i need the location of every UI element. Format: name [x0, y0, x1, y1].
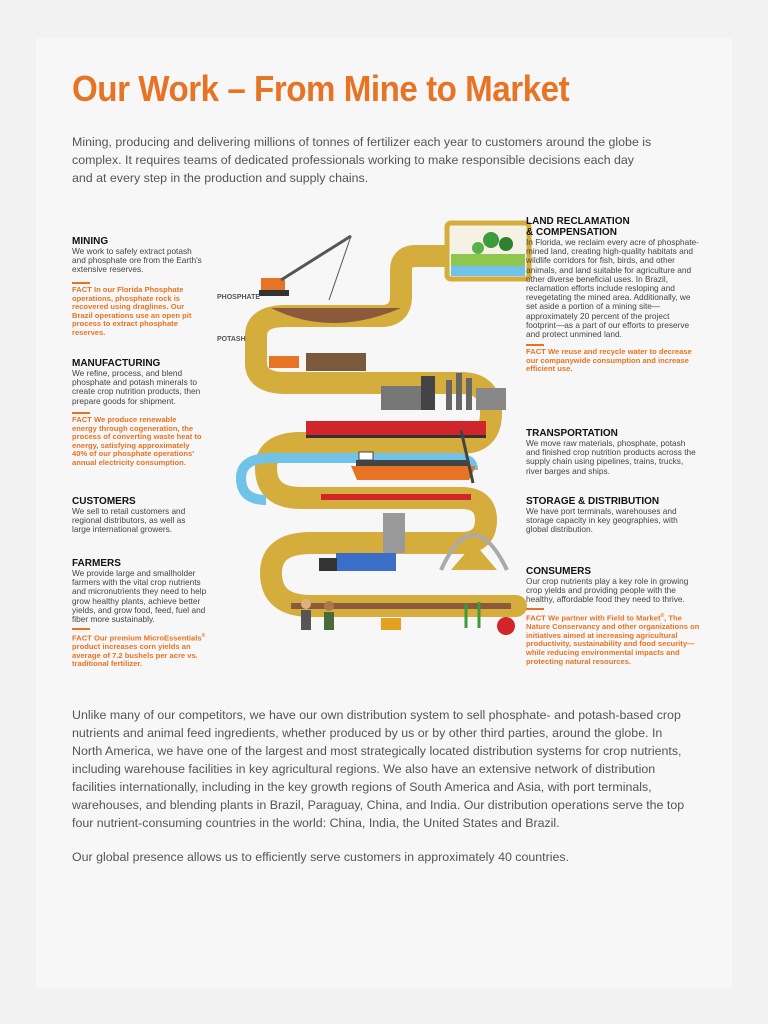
consumers-fact-post: , The Nature Conservancy and other organizations on initiatives aimed at increasing agricultural productivity, sustainability and food security— while reducing environmental impacts and protecting natural resources.: [526, 613, 700, 666]
land-reclamation-fact: [526, 344, 696, 374]
storage-title: STORAGE & DISTRIBUTION: [526, 496, 660, 507]
transportation-text: We move raw materials, phosphate, potash and finished crop nutrition products across the supply chain using pipelines, trains, trucks, river barges and ships.: [526, 438, 696, 476]
distribution-paragraph: Unlike many of our competitors, we have our own distribution system to sell phosphate- and potash-based crop nutrients and animal feed ingredients, whether produced by us or by other third parties, around the globe. In North America, we have one of the largest and most strategically located distribution systems for crop nutrients, including warehouse facilities in key agricultural regions. We also have an extensive network of distribution facilities internationally, including in the key growth regions of South America and Asia, with port terminals, warehouses, and blending plants in Brazil, Paraguay, China, and India. Our distribution operations serve the top four nutrient-consuming countries in the world: China, India, the United States and Brazil.: [72, 708, 685, 830]
intro-paragraph: Mining, producing and delivering millions of tonnes of fertilizer each year to customers around the globe is complex. It requires teams of dedicated professionals working to make responsible decisions each day and at every step in the production and supply chains.: [72, 135, 652, 185]
fact-label: FACT: [72, 415, 92, 424]
manufacturing-title: MANUFACTURING: [72, 358, 161, 369]
manufacturing-section: [72, 358, 202, 406]
customers-text: We sell to retail customers and regional distributors, as well as large international growers.: [72, 506, 186, 535]
farmers-text: We provide large and smallholder farmers with the vital crop nutrients and micronutrients they need to help grow healthy plants, achieve better yields, and grow food, feed, fuel and fiber more sustainably.: [72, 568, 207, 625]
fact-label: FACT: [526, 613, 546, 623]
consumers-title: CONSUMERS: [526, 566, 592, 577]
land-reclamation-text: In Florida, we reclaim every acre of phosphate-mined land, creating high-quality habitats and wildlife corridors for fish, birds, and other animals, and land suitable for agriculture and other diverse beneficial uses. In Brazil, reclamation efforts include resloping and revegetating the mined area. Additionally, we set aside a portion of a mining site— approximately 20 percent of the project footprint—as a part of our efforts to preserve and protect unmined land.: [526, 237, 699, 340]
transportation-title: TRANSPORTATION: [526, 428, 618, 439]
manufacturing-text: We refine, process, and blend phosphate and potash minerals to create crop nutrition products, then prepare goods for shipment.: [72, 368, 201, 406]
fact-label: FACT: [72, 285, 92, 294]
fact-label: FACT: [72, 633, 92, 643]
customers-title: CUSTOMERS: [72, 496, 136, 507]
mining-text: We work to safely extract potash and phosphate ore from the Earth's extensive reserves.: [72, 246, 202, 275]
storage-text: We have port terminals, warehouses and storage capacity in key geographies, with global distribution.: [526, 506, 678, 535]
consumers-fact-pre: We partner with Field to Market: [547, 613, 661, 623]
tree-icon: [483, 232, 499, 248]
land-reclamation-title-2: & COMPENSATION: [526, 227, 617, 238]
potash-label: POTASH: [217, 336, 246, 343]
consumers-fact: [526, 608, 701, 666]
tractor-icon: [381, 618, 401, 630]
closing-paragraph: Our global presence allows us to efficiently serve customers in approximately 40 countries.: [72, 850, 570, 864]
fact-label: FACT: [526, 347, 546, 356]
transportation-section: [526, 428, 701, 476]
storage-section: [526, 496, 701, 535]
farmers-title: FARMERS: [72, 558, 121, 569]
silo-icon: [383, 513, 405, 553]
mining-fact-text: In our Florida Phosphate operations, phosphate rock is recovered using draglines. Our Brazil operations use an open pit process to extract phosphate reserves.: [72, 285, 192, 337]
manufacturing-fact-text: We produce renewable energy through cogeneration, the process of converting waste heat to energy, satisfying approximately 40% of our phosphate operations' annual electricity consumption.: [72, 415, 202, 467]
page: [36, 38, 732, 988]
registered-mark: ®: [660, 613, 665, 619]
mining-fact: [72, 282, 202, 338]
train-icon: [306, 421, 486, 438]
barge-icon: [321, 494, 471, 500]
land-reclamation-title: LAND RECLAMATION: [526, 216, 630, 227]
farmer-icon: [301, 599, 311, 630]
potash-machine-icon: [269, 356, 299, 368]
farmers-fact-post: product increases corn yields an average of 7.2 bushels per acre vs. traditional fertilizer.: [72, 642, 198, 669]
consumers-section: [526, 566, 701, 605]
supply-chain-illustration: [211, 208, 541, 638]
consumers-text: Our crop nutrients play a key role in growing crop yields and providing people with the healthy, affordable food they need to thrive.: [526, 576, 689, 605]
mining-section: [72, 236, 202, 275]
farmers-fact: [72, 628, 208, 669]
dragline-icon: [259, 236, 351, 300]
customers-section: [72, 496, 202, 535]
land-reclamation-section: [526, 216, 701, 339]
mining-title: MINING: [72, 236, 109, 247]
truck-icon: [319, 553, 396, 571]
manufacturing-fact: [72, 412, 202, 468]
registered-mark: ®: [201, 633, 206, 639]
farmers-fact-pre: Our premium MicroEssentials: [93, 633, 202, 643]
page-title: Our Work – From Mine to Market: [72, 68, 570, 109]
farmer-icon: [324, 601, 334, 630]
food-bowl-icon: [497, 617, 515, 635]
phosphate-label: PHOSPHATE: [217, 294, 261, 301]
land-reclamation-fact-text: We reuse and recycle water to decrease our companywide consumption and increase efficient use.: [526, 347, 692, 374]
farmers-section: [72, 558, 208, 624]
